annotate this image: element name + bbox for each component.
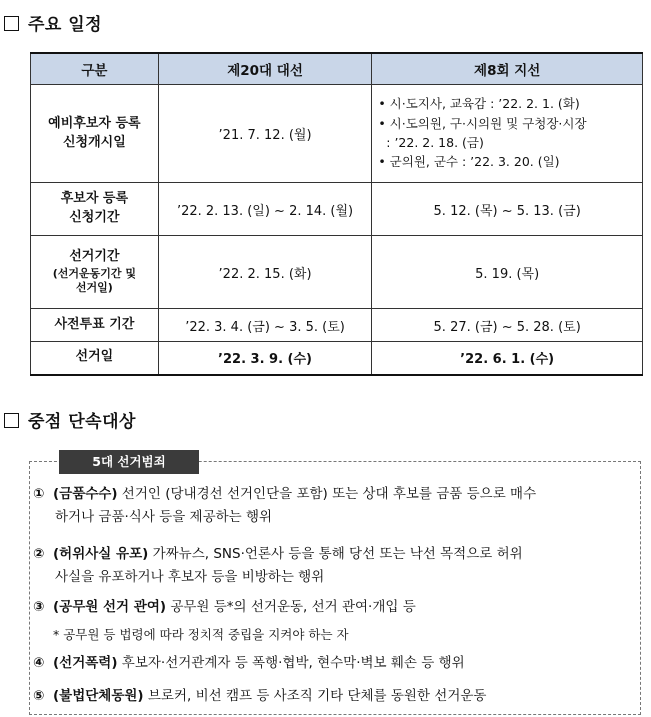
crime-item: ④ (선거폭력) 후보자·선거관계자 등 폭행·협박, 현수막·벽보 훼손 등 행위 bbox=[33, 655, 465, 671]
cell-presidential: ’22. 3. 9. (수) bbox=[158, 342, 372, 375]
row-category: 예비후보자 등록 신청개시일 bbox=[31, 85, 159, 183]
crime-item: ⑤ (불법단체동원) 브로커, 비선 캠프 등 사조직 기타 단체를 동원한 선거운동 bbox=[33, 688, 487, 704]
table-row bbox=[31, 309, 643, 342]
cell-local: ’22. 6. 1. (수) bbox=[372, 342, 643, 375]
section-title-crackdown: 중점 단속대상 bbox=[4, 407, 136, 432]
table-row bbox=[31, 183, 643, 236]
crime-item: ③ (공무원 선거 관여) 공무원 등*의 선거운동, 선거 관여·개입 등 bbox=[33, 599, 416, 615]
table-row bbox=[31, 342, 643, 375]
row-category: 선거기간 (선거운동기간 및 선거일) bbox=[31, 236, 159, 309]
table-header-row bbox=[31, 53, 643, 85]
checkbox-square-icon bbox=[4, 16, 19, 31]
table-row bbox=[31, 85, 643, 183]
cell-local: 5. 12. (목) ~ 5. 13. (금) bbox=[372, 183, 643, 236]
schedule-table bbox=[30, 52, 643, 376]
crimes-box-label: 5대 선거범죄 bbox=[59, 450, 199, 474]
crime-item: ② (허위사실 유포) 가짜뉴스, SNS·언론사 등을 통해 당선 또는 낙선 목적으로 허위 사실을 유포하거나 후보자 등을 비방하는 행위 bbox=[33, 546, 523, 585]
cell-presidential: ’22. 3. 4. (금) ~ 3. 5. (토) bbox=[158, 309, 372, 342]
row-category: 선거일 bbox=[31, 342, 159, 375]
cell-local: 5. 27. (금) ~ 5. 28. (토) bbox=[372, 309, 643, 342]
cell-presidential: ’22. 2. 13. (일) ~ 2. 14. (월) bbox=[158, 183, 372, 236]
cell-local: 5. 19. (목) bbox=[372, 236, 643, 309]
crime-item: ① (금품수수) 선거인 (당내경선 선거인단을 포함) 또는 상대 후보를 금품 등으로 매수 하거나 금품·식사 등을 제공하는 행위 bbox=[33, 486, 537, 525]
cell-presidential: ’21. 7. 12. (월) bbox=[158, 85, 372, 183]
header-category: 구분 bbox=[31, 53, 159, 85]
row-category: 사전투표 기간 bbox=[31, 309, 159, 342]
header-local: 제8회 지선 bbox=[372, 53, 643, 85]
section-title-schedule: 주요 일정 bbox=[4, 10, 102, 35]
row-category: 후보자 등록 신청기간 bbox=[31, 183, 159, 236]
crime-footnote: * 공무원 등 법령에 따라 정치적 중립을 지켜야 하는 자 bbox=[53, 627, 349, 642]
table-row bbox=[31, 236, 643, 309]
cell-local-list: • 시·도지사, 교육감 : ’22. 2. 1. (화) • 시·도의원, 구·시의원 및 구청장·시장 : ’22. 2. 18. (금) • 군의원, 군수 : ’22. 3. 20. (일) bbox=[372, 85, 643, 183]
cell-presidential: ’22. 2. 15. (화) bbox=[158, 236, 372, 309]
checkbox-square-icon bbox=[4, 413, 19, 428]
header-presidential: 제20대 대선 bbox=[158, 53, 372, 85]
